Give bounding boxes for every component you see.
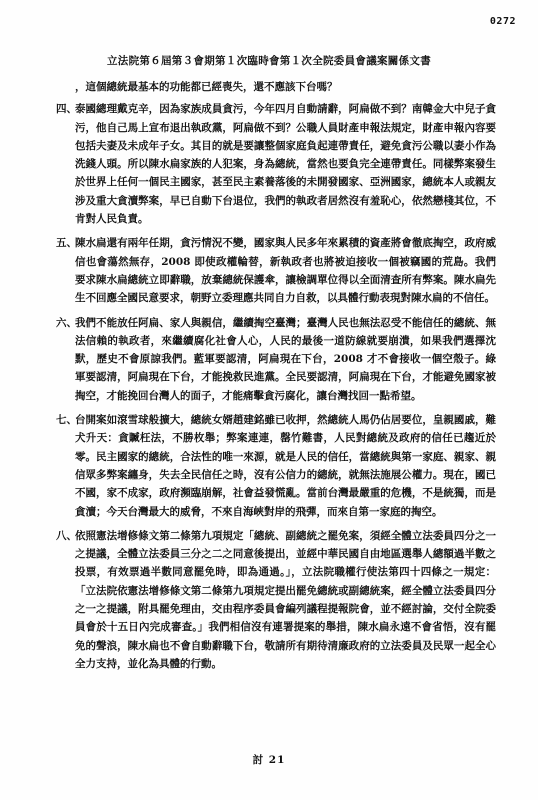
- document-title: 立法院第６屆第３會期第１次臨時會第１次全院委員會議案關係文書: [107, 55, 431, 67]
- paragraph-number: 七、: [56, 414, 77, 427]
- paragraph-text: 台開案如滾雪球般擴大，總統女婿趙建銘雖已收押，然總統人馬仍佔居要位，皇親國戚，難犬升天：貪贓枉法，不勝枚舉；弊案連連，罄竹難書，人民對總統及政府的信任已趨近於零。民主國家的總統，合法性的唯一來源，就是人民的信任，當總統與第一家庭、親家、親信眾多弊案纏身，失去全民信任之時，沒有公信力的總統，就無法施展公權力。現在，國已不國，家不成家，政府瀕臨崩解，社會益發慌亂。當前台灣最嚴重的危機，不是統獨，而是貪瀆；今天台灣最大的威脅，不來自海峽對岸的飛彈，而來自第一家庭的掏空。: [75, 414, 496, 518]
- paragraph-text: 泰國總理戴克辛，因為家族成員貪污，今年四月自動請辭，阿扁做不到？南韓金大中兒子貪污，他自己馬上宣布退出執政黨，阿扁做不到？公職人員財產申報法規定，財產申報內容要包括夫妻及未成年子女。其目的就是要讓整個家庭負起連帶責任，避免貪污公職以妻小作為洗錢人頭。所以陳水扁家族的人犯案，身為總統，當然也要負完全連帶責任。同樣弊案發生於世界上任何一個民主國家，甚至民主素養落後的未開發國家、亞洲國家，總統本人或親友涉及重大貪瀆弊案，早已自動下台退位，我們的執政者居然沒有羞恥心，依然戀棧其位，不肯對人民負責。: [75, 103, 496, 226]
- paragraph-text: 依照憲法增修條文第二條第九項規定「總統、副總統之罷免案，須經全體立法委員四分之一之提議，全體立法委員三分之二之同意後提出，並經中華民國自由地區選舉人總額過半數之投票，有效票過半數同意罷免時，即為通過。」，立法院職權行使法第四十四條之一規定：「立法院依憲法增修條文第二條第九項規定提出罷免總統或副總統案，經全體立法委員四分之一之提議，附具罷免理由，交由程序委員會編列議程提報院會，並不經討論，交付全院委員會於十五日內完成審查。」我們相信沒有連署提案的舉措，陳水扁永遠不會省悟，沒有罷免的聲浪，陳水扁也不會自動辭職下台，敬請所有期待清廉政府的立法委員及民眾一起全心全力支持，並化為具體的行動。: [75, 529, 496, 670]
- paragraph-text: 陳水扁還有兩年任期，貪污情況不變，國家與人民多年來累積的資產將會徹底掏空，政府威信也會蕩然無存，2008 即使政權輪替，新執政者也將被迫接收一個被竊國的荒島。我們要求陳水扁總統立即辭職，放棄總統保護傘，讓檢調單位得以全面清查所有弊案。陳水扁先生不回應全國民意要求，朝野立委理應共同自力自救，以具體行動表現對陳水扁的不信任。: [75, 237, 496, 305]
- paragraph-text: ，這個總統最基本的功能都已經喪失，還不應該下台嗎？: [75, 81, 338, 93]
- paragraph-item: [56, 100, 496, 228]
- paragraph-item: [56, 314, 496, 405]
- paragraph-text: 我們不能放任阿扁、家人與親信，繼續掏空臺灣；臺灣人民也無法忍受不能信任的總統、無法信賴的執政者，來繼續腐化社會人心，人民的最後一道防線就要崩潰，如果我們選擇沈默，歷史不會原諒我們。藍軍要認清，阿扁現在下台，2008 才不會接收一個空殼子。綠軍要認清，阿扁現在下台，才能挽救民進黨。全民要認清，阿扁現在下台，才能避免國家被掏空，才能挽回台灣人的面子，才能痛擊貪污腐化，讓台灣找回一點希望。: [75, 316, 496, 402]
- document-body: [56, 78, 496, 679]
- paragraph-number: 六、: [56, 316, 77, 329]
- page-footer: 討 21: [252, 754, 286, 766]
- paragraph-number: 四、: [56, 103, 77, 116]
- paragraph-item: [56, 527, 496, 673]
- paragraph-item: [56, 234, 496, 307]
- paragraph-item: [56, 411, 496, 521]
- paragraph-number: 五、: [56, 237, 77, 250]
- page-number: 0272: [489, 16, 516, 27]
- paragraph-continuation: [56, 78, 496, 96]
- paragraph-number: 八、: [56, 529, 77, 542]
